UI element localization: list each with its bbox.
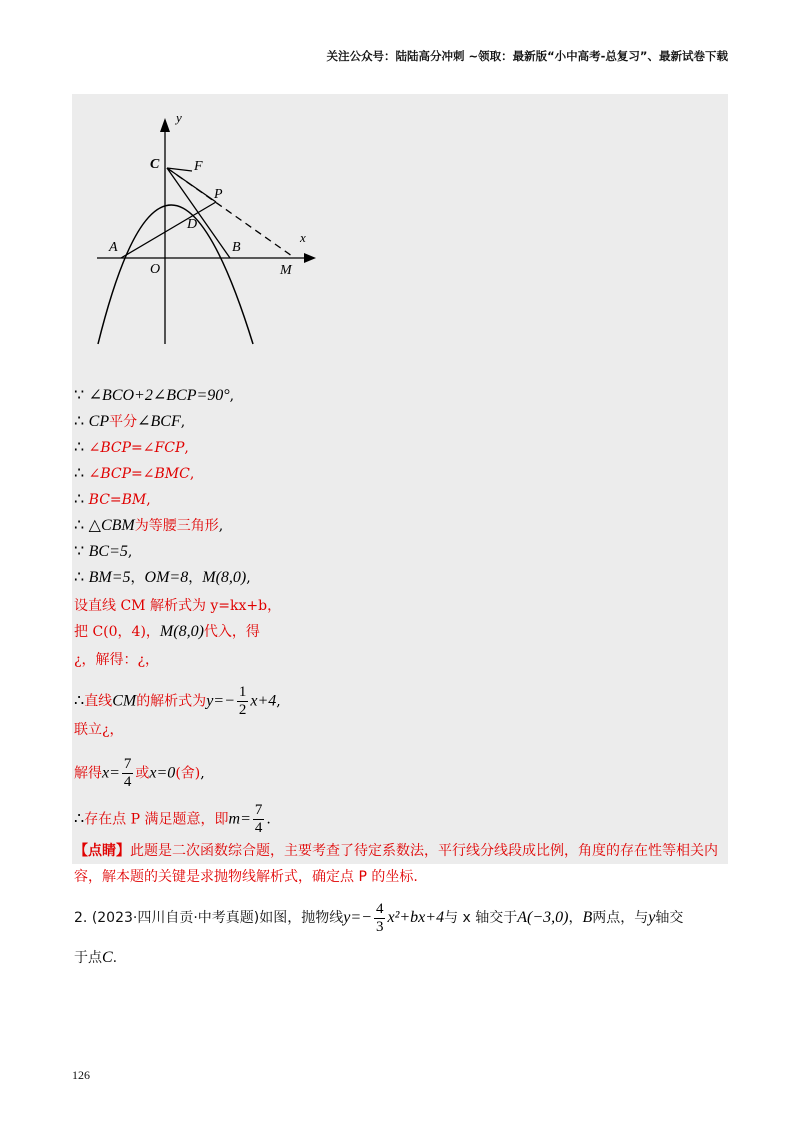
solution-line-1 xyxy=(74,386,234,406)
point-a: A(−3,0) xyxy=(517,909,569,926)
punctuation: , xyxy=(229,388,235,404)
because-symbol: ∵ xyxy=(74,543,85,560)
problem-number: 2. xyxy=(74,910,88,926)
math-x-zero: x=0 xyxy=(149,764,176,782)
label-P: P xyxy=(214,187,223,202)
punctuation: , xyxy=(246,570,251,586)
angle-relation: ∠BCP=∠FCP xyxy=(88,440,185,456)
math-y-equals: y=− xyxy=(343,909,372,926)
line-equation-setup: 设直线 CM 解析式为 y=kx+b， xyxy=(74,598,282,614)
solve-text: ¿，解得：¿， xyxy=(74,652,160,668)
label-B: B xyxy=(232,240,241,255)
solution-line-9 xyxy=(74,596,281,616)
segment-AP xyxy=(121,202,216,258)
problem-text: 如图，抛物线 xyxy=(259,910,344,926)
punctuation: , xyxy=(180,414,186,430)
punctuation: ， xyxy=(568,910,583,926)
text-line: 直线 xyxy=(84,693,113,710)
solution-line-11 xyxy=(74,650,159,670)
punctuation: , xyxy=(184,440,189,456)
text-expression-is: 的解析式为 xyxy=(136,693,207,710)
punctuation: . xyxy=(266,811,271,828)
text-bisects: 平分 xyxy=(109,414,138,430)
solution-line-12 xyxy=(74,684,281,719)
math-angle-bcf: ∠BCF xyxy=(137,413,181,430)
label-A: A xyxy=(109,240,118,255)
fraction-one-half: $\frac{1}{2}$ xyxy=(238,684,247,718)
therefore-symbol: ∴ xyxy=(74,810,85,828)
math-y: y xyxy=(648,909,656,926)
label-F: F xyxy=(194,159,203,174)
solution-line-13 xyxy=(74,720,124,740)
point-m: M(8,0) xyxy=(159,623,204,640)
fraction-four-thirds: $\frac{4}{3}$ xyxy=(375,900,384,935)
therefore-symbol: ∴ xyxy=(74,465,85,482)
math-m-equals: m= xyxy=(228,810,251,828)
text-solved: 解得 xyxy=(74,765,102,782)
math-x-plus-4: x+4 xyxy=(250,692,277,710)
therefore-symbol: ∴ xyxy=(74,439,85,456)
label-C: C xyxy=(150,157,160,172)
label-y: y xyxy=(176,110,182,125)
solution-line-6 xyxy=(74,516,223,536)
text-isosceles: 为等腰三角形 xyxy=(134,518,219,534)
math-bm: BM=5 xyxy=(88,569,131,586)
punctuation: , xyxy=(276,693,281,710)
math-y-equals: y=− xyxy=(206,692,235,710)
math-om: OM=8 xyxy=(144,569,189,586)
math-bc: BC=5 xyxy=(88,543,128,560)
segment-CB xyxy=(167,168,230,258)
triangle-cbm: △CBM xyxy=(88,517,135,534)
page-number: 126 xyxy=(72,1068,90,1082)
text-conclusion: 存在点 P 满足题意，即 xyxy=(84,811,229,828)
punctuation: ， xyxy=(130,570,145,586)
solution-line-14 xyxy=(74,756,205,791)
fraction-seven-quarters: $\frac{7}{4}$ xyxy=(254,802,263,836)
therefore-symbol: ∴ xyxy=(74,413,85,430)
punctuation: , xyxy=(146,492,151,508)
label-O: O xyxy=(150,262,161,277)
because-symbol: ∵ xyxy=(74,387,85,404)
problem-text: 轴交 xyxy=(655,910,684,926)
parabola-figure xyxy=(92,106,322,355)
segment-relation: BC=BM xyxy=(88,492,147,508)
angle-equation: ∠BCO+2∠BCP=90° xyxy=(88,387,230,404)
x-axis-arrow xyxy=(304,253,316,263)
point-m: M(8,0) xyxy=(202,569,247,586)
solution-line-7 xyxy=(74,542,132,562)
punctuation: , xyxy=(127,544,133,560)
math-x-equals: x= xyxy=(102,764,120,782)
problem-text: 与 x 轴交于 xyxy=(444,910,518,926)
fraction-seven-quarters: $\frac{7}{4}$ xyxy=(123,756,132,790)
substitute-text: 把 C(0，4)， xyxy=(74,624,160,640)
math-parabola-terms: x²+bx+4 xyxy=(387,909,445,926)
y-axis-arrow xyxy=(160,118,170,132)
problem-2 xyxy=(74,898,734,978)
simultaneous-text: 联立¿， xyxy=(74,722,124,738)
math-cp: CP xyxy=(88,413,110,430)
comment-tag: 【点睛】 xyxy=(74,843,130,859)
page-header: 关注公众号：陆陆高分冲刺 ~领取：最新版“小中高考-总复习”、最新试卷下载 xyxy=(326,49,728,63)
solution-line-10 xyxy=(74,622,260,642)
comment-note xyxy=(74,838,728,890)
solution-line-5 xyxy=(74,490,151,510)
punctuation: , xyxy=(189,466,195,482)
substitute-text-end: 代入，得 xyxy=(203,624,260,640)
therefore-symbol: ∴ xyxy=(74,692,85,710)
problem-text: 于点 xyxy=(74,950,102,966)
solution-line-3 xyxy=(74,438,189,458)
point-b: B xyxy=(582,909,593,926)
therefore-symbol: ∴ xyxy=(74,491,85,508)
punctuation: ， xyxy=(188,570,203,586)
solution-line-8 xyxy=(74,568,251,588)
label-D: D xyxy=(187,217,198,232)
text-or: 或 xyxy=(135,765,150,782)
punctuation: . xyxy=(112,950,118,966)
solution-line-4 xyxy=(74,464,194,484)
problem-source: (2023·四川自贡·中考真题) xyxy=(91,910,260,926)
punctuation: , xyxy=(200,765,205,782)
segment-CM-dashed xyxy=(167,168,292,256)
point-c: C xyxy=(102,949,113,966)
solution-line-2 xyxy=(74,412,185,432)
angle-relation: ∠BCP=∠BMC xyxy=(88,466,190,482)
label-x: x xyxy=(300,230,306,245)
therefore-symbol: ∴ xyxy=(74,517,85,534)
therefore-symbol: ∴ xyxy=(74,569,85,586)
punctuation: , xyxy=(218,518,224,534)
label-M: M xyxy=(280,263,292,278)
text-rejected: (舍) xyxy=(175,765,201,782)
problem-text: 两点，与 xyxy=(592,910,649,926)
geometry-diagram xyxy=(92,106,322,351)
math-cm: CM xyxy=(112,692,137,710)
solution-line-15 xyxy=(74,802,271,837)
comment-text: 此题是二次函数综合题，主要考查了待定系数法，平行线分线段成比例，角度的存在性等相关内容，解本题的关键是求抛物线解析式，确定点 P 的坐标. xyxy=(74,843,718,885)
